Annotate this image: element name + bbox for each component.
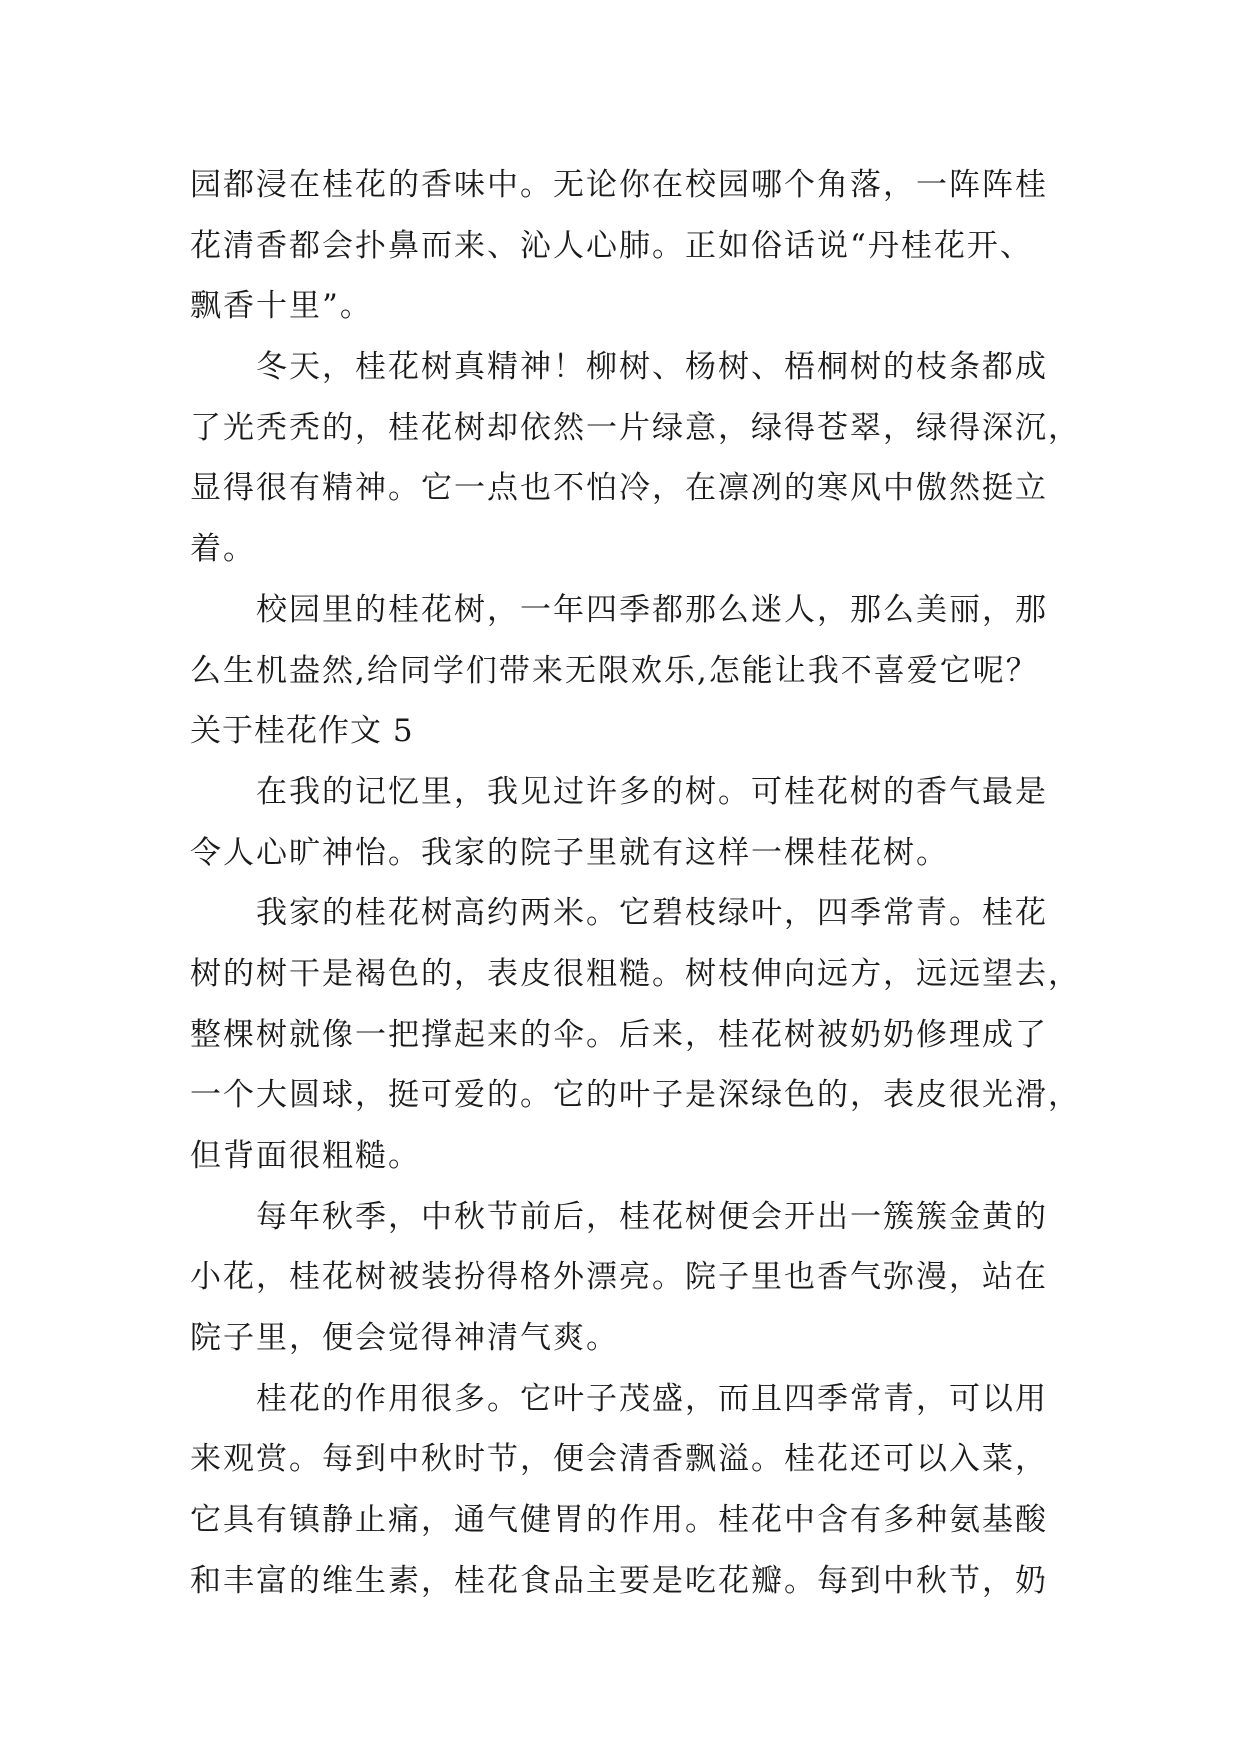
text-line: 整棵树就像一把撑起来的伞。后来，桂花树被奶奶修理成了 bbox=[190, 1016, 1048, 1053]
text-line: 树的树干是褐色的，表皮很粗糙。树枝伸向远方，远远望去， bbox=[190, 955, 1081, 992]
text-line: 令人心旷神怡。我家的院子里就有这样一棵桂花树。 bbox=[190, 834, 949, 871]
paragraph-first-line: 冬天，桂花树真精神！柳树、杨树、梧桐树的枝条都成 bbox=[256, 349, 1048, 386]
text-line: 了光秃秃的，桂花树却依然一片绿意，绿得苍翠，绿得深沉， bbox=[190, 409, 1081, 446]
paragraph-first-line: 每年秋季，中秋节前后，桂花树便会开出一簇簇金黄的 bbox=[256, 1198, 1048, 1235]
text-line: 小花，桂花树被装扮得格外漂亮。院子里也香气弥漫，站在 bbox=[190, 1259, 1048, 1296]
text-line: 园都浸在桂花的香味中。无论你在校园哪个角落，一阵阵桂 bbox=[190, 167, 1048, 203]
text-line: 花清香都会扑鼻而来、沁人心肺。正如俗话说“丹桂花开、 bbox=[190, 227, 1033, 264]
paragraph-first-line: 在我的记忆里，我见过许多的树。可桂花树的香气最是 bbox=[256, 773, 1048, 810]
text-line: 着。 bbox=[190, 531, 256, 568]
text-line: 它具有镇静止痛，通气健胃的作用。桂花中含有多种氨基酸 bbox=[190, 1502, 1048, 1539]
text-line: 院子里，便会觉得神清气爽。 bbox=[190, 1320, 619, 1357]
text-line: 么生机盎然,给同学们带来无限欢乐,怎能让我不喜爱它呢？ bbox=[190, 652, 1039, 689]
paragraph-first-line: 桂花的作用很多。它叶子茂盛，而且四季常青，可以用 bbox=[256, 1380, 1048, 1417]
text-line: 显得很有精神。它一点也不怕冷，在凛冽的寒风中傲然挺立 bbox=[190, 470, 1048, 507]
text-line: 飘香十里”。 bbox=[190, 288, 373, 325]
text-line: 但背面很粗糙。 bbox=[190, 1138, 421, 1174]
text-line: 和丰富的维生素，桂花食品主要是吃花瓣。每到中秋节，奶 bbox=[190, 1562, 1048, 1599]
section-heading: 关于桂花作文 5 bbox=[190, 713, 414, 750]
document-body bbox=[190, 155, 1081, 1612]
paragraph-first-line: 我家的桂花树高约两米。它碧枝绿叶，四季常青。桂花 bbox=[256, 895, 1048, 932]
text-line: 一个大圆球，挺可爱的。它的叶子是深绿色的，表皮很光滑， bbox=[190, 1077, 1081, 1114]
paragraph-first-line: 校园里的桂花树，一年四季都那么迷人，那么美丽，那 bbox=[256, 591, 1048, 628]
text-line: 来观赏。每到中秋时节，便会清香飘溢。桂花还可以入菜， bbox=[190, 1441, 1048, 1478]
